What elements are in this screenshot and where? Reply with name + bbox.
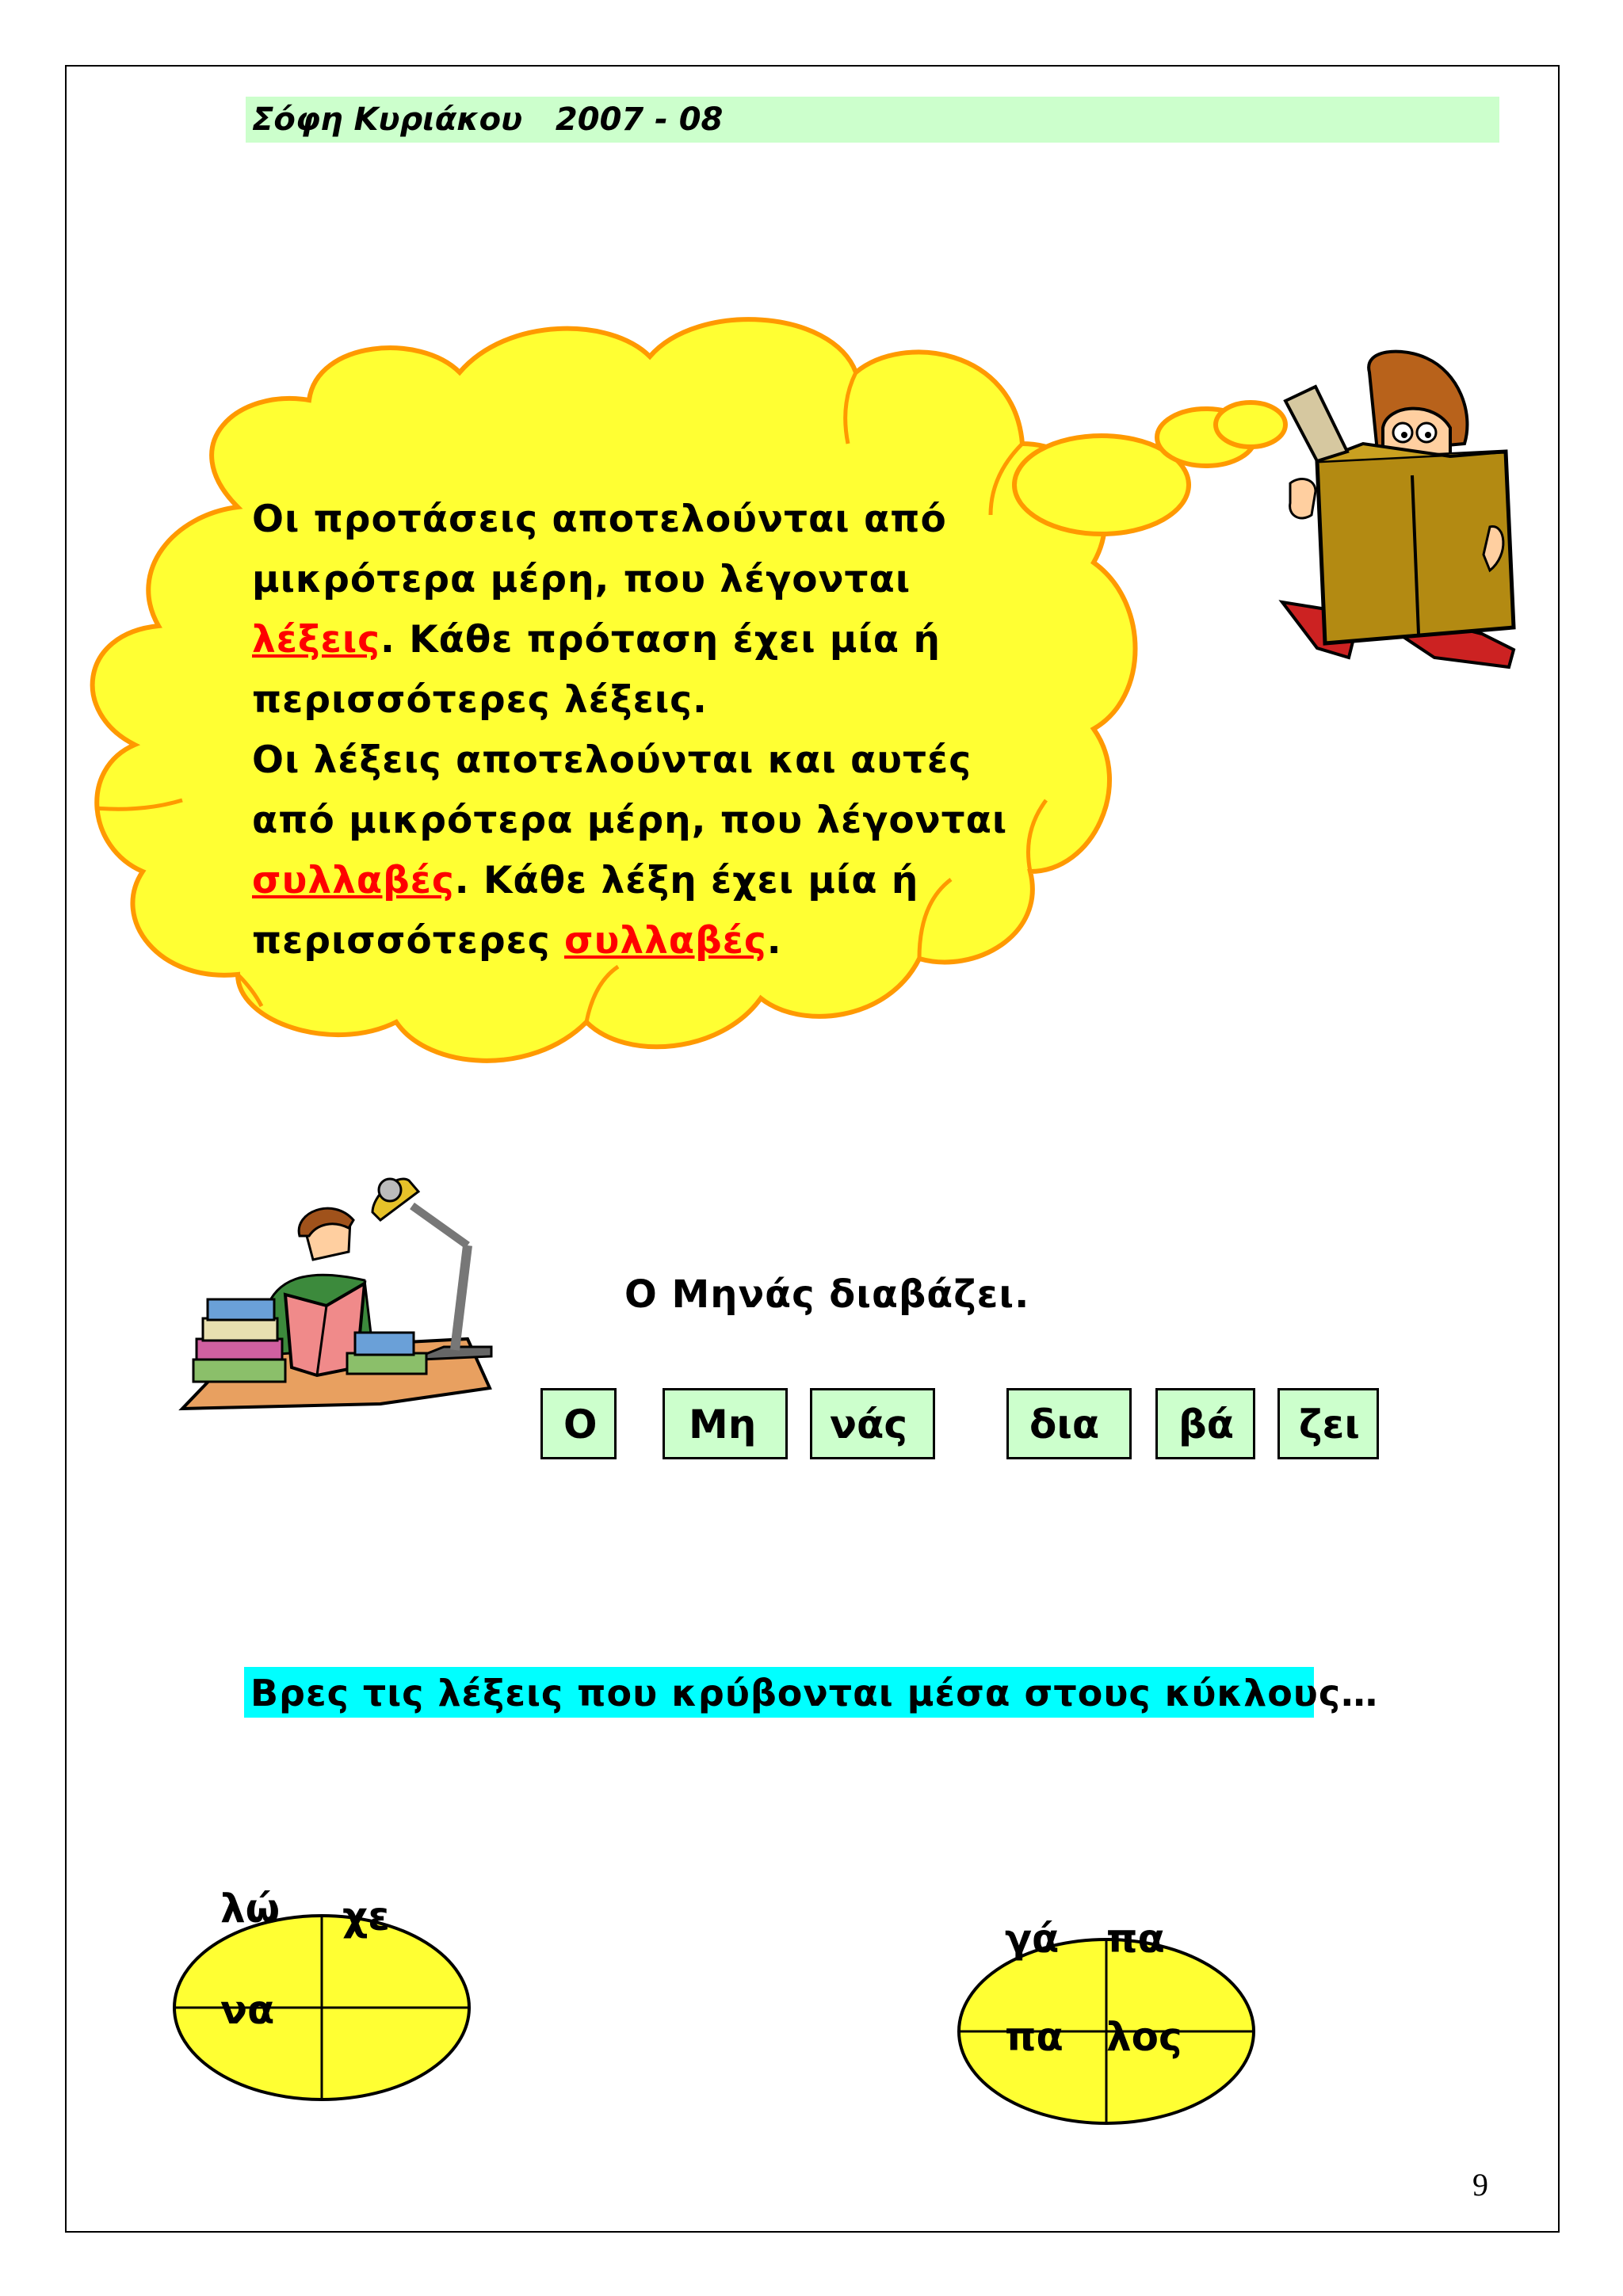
circle-1-top-left: λώ — [220, 1886, 281, 1932]
circle-2-top-right: πα — [1106, 1916, 1165, 1962]
definition-line — [252, 851, 1029, 911]
reading-boy-illustration — [1282, 352, 1514, 667]
syllable-box: Ο — [540, 1388, 617, 1459]
syllable-circle-1 — [174, 1916, 469, 2100]
definition-line: μικρότερα μέρη, που λέγονται — [252, 558, 911, 601]
circle-2-top-left: γά — [1005, 1916, 1060, 1962]
definition-line — [252, 610, 1029, 670]
circle-2-bottom-right: λος — [1106, 2014, 1182, 2060]
syllable-box: ζει — [1277, 1388, 1379, 1459]
page-number: 9 — [1472, 2167, 1488, 2203]
definition-line: Οι προτάσεις αποτελούνται από — [252, 498, 947, 541]
circle-2-bottom-left: πα — [1005, 2014, 1064, 2060]
definition-line-rest: . Κάθε πρόταση έχει μία ή — [380, 618, 941, 662]
definition-line: Οι λέξεις αποτελούνται και αυτές — [252, 738, 972, 782]
definition-line — [252, 911, 1029, 971]
keyword-syllables: συλλαβές — [252, 859, 455, 902]
syllable-box: βά — [1155, 1388, 1255, 1459]
definition-line-pre: περισσότερες — [252, 919, 564, 963]
syllable-box: νάς — [810, 1388, 935, 1459]
studying-boy-illustration — [182, 1179, 491, 1409]
definition-line: από μικρότερα μέρη, που λέγονται — [252, 799, 1008, 842]
syllable-box: δια — [1006, 1388, 1132, 1459]
definition-line-end: . — [766, 919, 782, 963]
syllable-box: Μη — [663, 1388, 788, 1459]
header-author: Σόφη Κυριάκου — [252, 101, 523, 138]
definition-text — [252, 490, 1029, 971]
keyword-syllables: συλλαβές — [563, 919, 767, 963]
example-sentence: Ο Μηνάς διαβάζει. — [624, 1272, 1030, 1317]
circle-1-top-right: χε — [342, 1894, 391, 1939]
task-instruction: Βρες τις λέξεις που κρύβονται μέσα στους κύκλους… — [250, 1672, 1379, 1714]
definition-line: περισσότερες λέξεις. — [252, 678, 708, 722]
keyword-words: λέξεις — [252, 618, 381, 662]
circle-1-bottom-left: να — [220, 1987, 275, 2033]
header-year: 2007 - 08 — [555, 101, 724, 138]
definition-line-rest: . Κάθε λέξη έχει μία ή — [454, 859, 919, 902]
